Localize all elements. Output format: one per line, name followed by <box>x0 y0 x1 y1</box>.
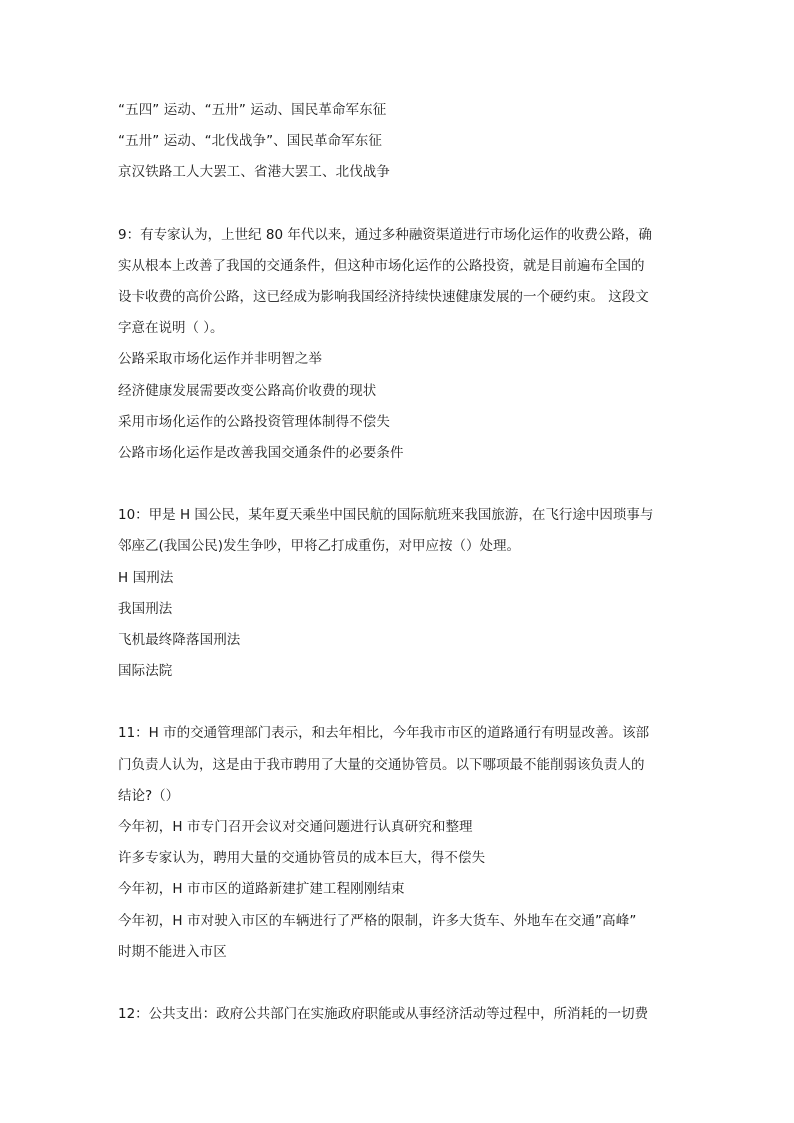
question-text-line: 结论?（） <box>118 787 180 804</box>
option-line: 采用市场化运作的公路投资管理体制得不偿失 <box>118 413 390 430</box>
question-text-line: 11：H 市的交通管理部门表示，和去年相比，今年我市市区的道路通行有明显改善。该部 <box>118 725 650 742</box>
option-line: 经济健康发展需要改变公路高价收费的现状 <box>118 382 377 399</box>
option-line: 许多专家认为，聘用大量的交通协管员的成本巨大，得不偿失 <box>118 850 486 867</box>
option-line: 公路市场化运作是改善我国交通条件的必要条件 <box>118 445 404 462</box>
question-text-line: 字意在说明（ ）。 <box>118 320 224 337</box>
previous-question-options <box>118 95 678 189</box>
question-12 <box>118 999 678 1030</box>
question-text-line: 10：甲是 H 国公民，某年夏天乘坐中国民航的国际航班来我国旅游，在飞行途中因琐事与 <box>118 507 654 524</box>
option-line: “五卅” 运动、“北伐战争”、国民革命军东征 <box>118 133 382 150</box>
option-line: 国际法院 <box>118 663 173 680</box>
option-line: H 国刑法 <box>118 569 174 586</box>
spacer <box>118 687 678 718</box>
spacer <box>118 189 678 220</box>
question-10 <box>118 500 678 687</box>
question-text-line: 9：有专家认为，上世纪 80 年代以来，通过多种融资渠道进行市场化运作的收费公路，确 <box>118 226 652 243</box>
option-line: “五四” 运动、“五卅” 运动、国民革命军东征 <box>118 102 387 118</box>
question-text-line: 门负责人认为，这是由于我市聘用了大量的交通协管员。以下哪项最不能削弱该负责人的 <box>118 756 645 773</box>
question-11 <box>118 718 678 968</box>
question-text-line: 设卡收费的高价公路，这已经成为影响我国经济持续快速健康发展的一个硬约束。 这段文 <box>118 289 649 306</box>
question-text-line: 实从根本上改善了我国的交通条件，但这种市场化运作的公路投资，就是目前遍布全国的 <box>118 257 645 274</box>
option-line: 今年初，H 市对驶入市区的车辆进行了严格的限制，许多大货车、外地车在交通”高峰” <box>118 912 637 929</box>
spacer <box>118 968 678 999</box>
option-line: 公路采取市场化运作并非明智之举 <box>118 351 322 368</box>
option-line: 京汉铁路工人大罢工、省港大罢工、北伐战争 <box>118 164 390 181</box>
question-text-line: 12：公共支出：政府公共部门在实施政府职能或从事经济活动等过程中，所消耗的一切费 <box>118 1006 649 1023</box>
question-9 <box>118 220 678 470</box>
document-page <box>118 95 678 1030</box>
question-text-line: 邻座乙(我国公民)发生争吵，甲将乙打成重伤，对甲应按（）处理。 <box>118 538 521 555</box>
option-line: 今年初，H 市专门召开会议对交通问题进行认真研究和整理 <box>118 819 473 836</box>
spacer <box>118 469 678 500</box>
option-line: 时期不能进入市区 <box>118 943 227 960</box>
option-line: 飞机最终降落国刑法 <box>118 632 241 649</box>
option-line: 今年初，H 市市区的道路新建扩建工程刚刚结束 <box>118 881 405 898</box>
option-line: 我国刑法 <box>118 600 173 617</box>
